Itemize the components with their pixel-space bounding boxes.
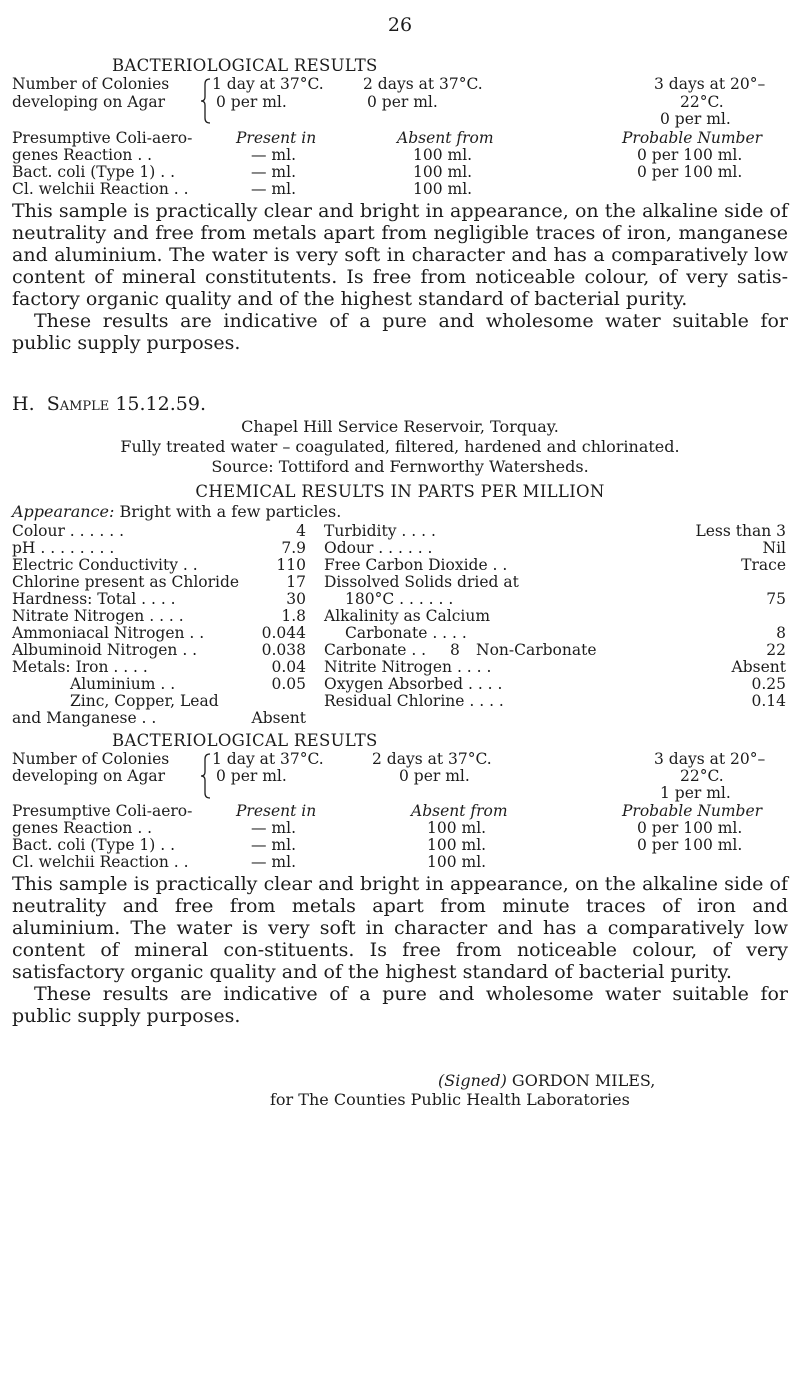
present-value: — ml. [251, 180, 297, 198]
chem-value: 22 [766, 641, 786, 659]
row-label: genes Reaction . . [12, 819, 153, 837]
present-header: Present in [236, 802, 317, 820]
chem-value: 110 [276, 556, 306, 574]
chem-value: 0.044 [261, 624, 306, 642]
chem-value: 4 [296, 522, 306, 540]
chem-label: 180°C . . . . . . [345, 590, 454, 608]
chem-label: Turbidity . . . . [324, 522, 436, 540]
absent-header: Absent from [411, 802, 508, 820]
chem-value: 1.8 [281, 607, 306, 625]
signatory-name: GORDON MILES, [511, 1071, 656, 1090]
present-value: — ml. [251, 819, 297, 837]
paragraph: This sample is practically clear and bright in appearance, on the alkaline side of neutrality and free from metals apart from negligible traces of iron, manganese and aluminium. The water is very soft in character and has a comparatively low content of mineral constitutents. Is free from noticeable colour, of very satis-factory organic quality and of the highest standard of bacterial purity. [12, 200, 788, 310]
appearance-label: Appearance: [12, 502, 115, 521]
chem-value: Less than 3 [695, 522, 786, 540]
chem-value: 0.038 [261, 641, 306, 659]
chem-value: 0.14 [751, 692, 786, 710]
sample-location: Chapel Hill Service Reservoir, Torquay. [241, 417, 559, 436]
chem-label: Colour . . . . . . [12, 522, 124, 540]
absent-value: 100 ml. [413, 163, 473, 181]
chem-value: Nil [762, 539, 786, 557]
brace-icon [200, 753, 212, 799]
chem-label: Alkalinity as Calcium [324, 607, 491, 625]
present-value: — ml. [251, 146, 297, 164]
absent-header: Absent from [397, 129, 494, 147]
chem-value: 0.04 [271, 658, 306, 676]
summary-paragraphs-2 [12, 873, 788, 1027]
chem-label: Aluminium . . [70, 675, 176, 693]
row-label: Number of Colonies [12, 75, 170, 93]
probable-value: 0 per 100 ml. [637, 146, 743, 164]
chem-label: Zinc, Copper, Lead [70, 692, 219, 710]
chem-label: Non-Carbonate [476, 641, 597, 659]
sample-date: 15.12.59. [115, 393, 206, 415]
probable-value: 0 per 100 ml. [637, 163, 743, 181]
chem-value: Absent [251, 709, 306, 727]
chem-value: 7.9 [281, 539, 306, 557]
colony-col1-value: 0 per ml. [216, 93, 287, 111]
row-label: genes Reaction . . [12, 146, 153, 164]
chem-label: Hardness: Total . . . . [12, 590, 176, 608]
paragraph: These results are indicative of a pure and wholesome water suitable for public supply purposes. [12, 983, 788, 1027]
chem-label: Free Carbon Dioxide . . [324, 556, 508, 574]
chem-label: Albuminoid Nitrogen . . [12, 641, 198, 659]
chem-label: Odour . . . . . . [324, 539, 433, 557]
signed-label: (Signed) [438, 1071, 507, 1090]
colony-col2-value: 0 per ml. [399, 767, 470, 785]
row-label: Bact. coli (Type 1) . . [12, 836, 176, 854]
sample-letter: H. [12, 393, 35, 415]
chem-value: 0.05 [271, 675, 306, 693]
probable-header: Probable Number [622, 802, 763, 820]
chem-value: 8 [776, 624, 786, 642]
row-label: Number of Colonies [12, 750, 170, 768]
chem-label: pH . . . . . . . . [12, 539, 115, 557]
paragraph: These results are indicative of a pure and wholesome water suitable for public supply purposes. [12, 310, 788, 354]
page-number: 26 [387, 14, 413, 36]
absent-value: 100 ml. [413, 146, 473, 164]
sample-word: Sample [46, 393, 110, 415]
chem-value: 75 [766, 590, 786, 608]
colony-col2: 2 days at 37°C. [372, 750, 492, 768]
summary-paragraphs-1 [12, 200, 788, 354]
appearance-line [12, 502, 341, 521]
chem-label: Ammoniacal Nitrogen . . [12, 624, 205, 642]
chem-label: Metals: Iron . . . . [12, 658, 148, 676]
chem-label: Nitrate Nitrogen . . . . [12, 607, 184, 625]
chem-label: and Manganese . . [12, 709, 157, 727]
chem-label: Dissolved Solids dried at [324, 573, 519, 591]
paragraph: This sample is practically clear and bright in appearance, on the alkaline side of neutrality and free from metals apart from minute traces of iron and aluminium. The water is very soft in character and has a comparatively low content of mineral con-stituents. Is free from noticeable colour, of very satisfactory organic quality and of the highest standard of bacterial purity. [12, 873, 788, 983]
absent-value: 100 ml. [413, 180, 473, 198]
absent-value: 100 ml. [427, 836, 487, 854]
colony-col3: 3 days at 20°– [654, 750, 766, 768]
chem-value: 30 [286, 590, 306, 608]
present-value: — ml. [251, 163, 297, 181]
row-label: developing on Agar [12, 93, 166, 111]
probable-value: 0 per 100 ml. [637, 819, 743, 837]
chem-value: 17 [286, 573, 306, 591]
signature-line [438, 1071, 655, 1090]
colony-col3-sub: 22°C. [680, 93, 724, 111]
present-value: — ml. [251, 836, 297, 854]
colony-col1: 1 day at 37°C. [212, 750, 324, 768]
row-label: Cl. welchii Reaction . . [12, 853, 189, 871]
chem-value: 0.25 [751, 675, 786, 693]
colony-col2-value: 0 per ml. [367, 93, 438, 111]
appearance-value: Bright with a few particles. [119, 502, 342, 521]
row-label: Presumptive Coli-aero- [12, 129, 193, 147]
absent-value: 100 ml. [427, 819, 487, 837]
signatory-organisation: for The Counties Public Health Laboratories [270, 1090, 630, 1109]
colony-col3-value: 0 per ml. [660, 110, 731, 128]
chem-label: Residual Chlorine . . . . [324, 692, 504, 710]
row-label: Presumptive Coli-aero- [12, 802, 193, 820]
row-label: Bact. coli (Type 1) . . [12, 163, 176, 181]
colony-col3: 3 days at 20°– [654, 75, 766, 93]
brace-icon [200, 78, 212, 124]
section-heading: BACTERIOLOGICAL RESULTS [112, 56, 378, 75]
chem-value: 8 [450, 641, 460, 659]
chem-value: Trace [741, 556, 786, 574]
chem-label: Electric Conductivity . . [12, 556, 198, 574]
colony-col3-value: 1 per ml. [660, 784, 731, 802]
probable-header: Probable Number [622, 129, 763, 147]
sample-source: Source: Tottiford and Fernworthy Watersheds. [211, 457, 589, 476]
colony-col1: 1 day at 37°C. [212, 75, 324, 93]
chem-label: Nitrite Nitrogen . . . . [324, 658, 492, 676]
chem-label: Chlorine present as Chloride [12, 573, 240, 591]
sample-treatment: Fully treated water – coagulated, filtered, hardened and chlorinated. [120, 437, 680, 456]
present-header: Present in [236, 129, 317, 147]
absent-value: 100 ml. [427, 853, 487, 871]
row-label: Cl. welchii Reaction . . [12, 180, 189, 198]
probable-value: 0 per 100 ml. [637, 836, 743, 854]
present-value: — ml. [251, 853, 297, 871]
row-label: developing on Agar [12, 767, 166, 785]
colony-col2: 2 days at 37°C. [363, 75, 483, 93]
sample-heading [12, 393, 206, 415]
chem-label: Carbonate . . [324, 641, 427, 659]
section-heading: CHEMICAL RESULTS IN PARTS PER MILLION [195, 482, 605, 501]
section-heading: BACTERIOLOGICAL RESULTS [112, 731, 378, 750]
chem-label: Carbonate . . . . [345, 624, 467, 642]
chem-value: Absent [731, 658, 786, 676]
colony-col3-sub: 22°C. [680, 767, 724, 785]
colony-col1-value: 0 per ml. [216, 767, 287, 785]
chem-label: Oxygen Absorbed . . . . [324, 675, 503, 693]
